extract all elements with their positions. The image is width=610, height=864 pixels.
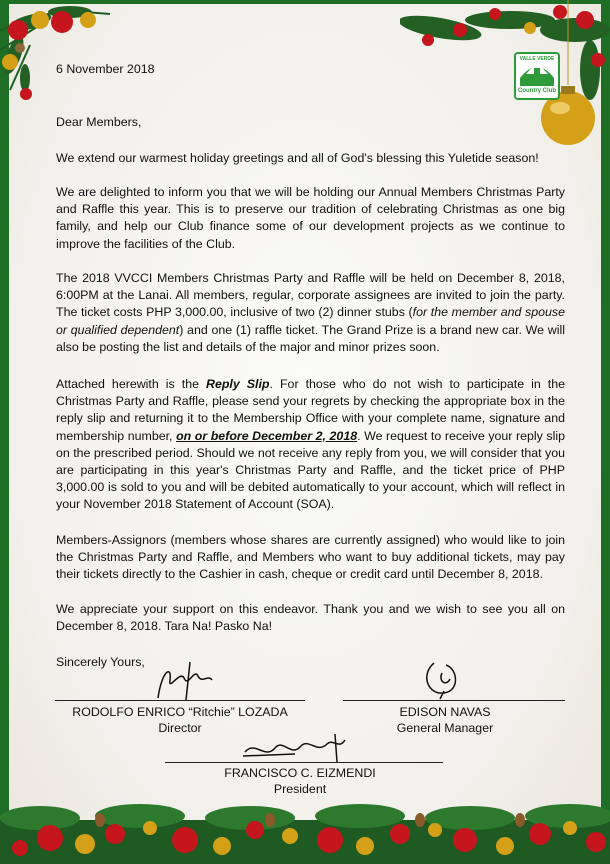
paragraph-reply-slip: [56, 376, 565, 514]
top-right-ornaments-icon: [400, 0, 610, 150]
paragraph-event-details: [56, 270, 565, 356]
logo-bottom-text: Country Club: [518, 88, 556, 94]
signatory-name-manager: EDISON NAVAS: [399, 705, 491, 719]
closing: Sincerely Yours,: [56, 655, 145, 669]
reply-slip-label: Reply Slip: [206, 377, 270, 391]
top-left-ornaments-icon: [0, 0, 120, 110]
paragraph-announcement: We are delighted to inform you that we will be holding our Annual Members Christmas Party and Raffle this year. This is to preserve our tradition of celebrating Christmas as one big family, and help our Club finance some of our development projects as we continue to improve the facilities of the Club.: [56, 185, 565, 251]
signatory-title-manager: General Manager: [396, 721, 494, 735]
signature-lozada-icon: [150, 660, 240, 702]
reply-slip-text-b: . For those who do not wish to participate in the Christmas Party and Raffle, please send your regrets by checking the appropriate box in the reply slip and returning it to the Membership Office with your complete name, signature and membership number,: [56, 377, 565, 443]
signature-eizmendi-icon: [235, 730, 355, 766]
dinner-stub-note: for the member and spouse or qualified dependent: [56, 305, 566, 337]
signatory-title-director: Director: [158, 721, 202, 735]
signature-line-manager: [343, 700, 565, 701]
reply-slip-text-a: Attached herewith is the: [56, 377, 207, 391]
event-details-text-a: The 2018 VVCCI Members Christmas Party and Raffle will be held on December 8, 2018, 6:00PM at the Lanai. All members, regular, corporate assignees are invited to join the party. The ticket costs PHP 3,000.00, inclusive of two (2) dinner stubs (: [56, 271, 565, 320]
paragraph-greetings: We extend our warmest holiday greetings and all of God's blessing this Yuletide season!: [56, 151, 539, 165]
logo-top-text: VALLE VERDE: [519, 56, 555, 62]
salutation: Dear Members,: [56, 115, 142, 129]
bottom-garland-icon: [0, 790, 610, 864]
paragraph-appreciation: We appreciate your support on this endeavor. Thank you and we wish to see you all on December 8, 2018. Tara Na! Pasko Na!: [56, 602, 565, 634]
reply-deadline: on or before December 2, 2018: [176, 428, 358, 443]
paragraph-assignors: Members-Assignors (members whose shares are currently assigned) who would like to join the Christmas Party and Raffle, and Members who want to buy additional tickets, may pay their tickets directly to the Cashier in cash, cheque or credit card until December 8, 2018.: [56, 533, 565, 582]
signature-navas-icon: [420, 655, 470, 701]
signatory-title-president: President: [273, 782, 327, 796]
signatory-name-director: RODOLFO ENRICO “Ritchie” LOZADA: [72, 705, 288, 719]
signature-line-director: [55, 700, 305, 701]
letter-date: 6 November 2018: [56, 62, 155, 76]
signatory-name-president: FRANCISCO C. EIZMENDI: [224, 766, 376, 780]
event-details-text-b: ) and one (1) raffle ticket. The Grand Prize is a brand new car. We will also be posting the list and details of the major and minor prizes soon.: [56, 322, 565, 354]
reply-slip-text-c: . We request to receive your reply slip on the prescribed period. Should we not receive any reply from you, we will consider that you are participating in this year's Christmas Party and Raffle, and the ticket price of PHP 3,000.00 is sold to you and will be debited automatically to your account, which will reflect in your November 2018 Statement of Account (SOA).: [56, 428, 566, 512]
signature-line-president: [165, 762, 443, 763]
